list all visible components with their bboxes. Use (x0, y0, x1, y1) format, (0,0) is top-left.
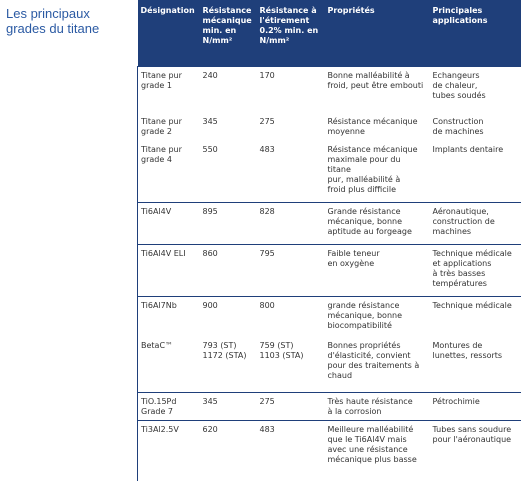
page-title (6, 6, 126, 36)
cell-text: 900 (202, 301, 218, 310)
cell-proprietes (325, 245, 430, 297)
cell-text: froid plus difficile (327, 184, 397, 194)
cell-text: 1103 (STA) (259, 350, 304, 360)
cell-text: Technique médicale (432, 249, 512, 258)
cell-text: de chaleur, (432, 81, 478, 90)
cell-text: Aéronautique, (432, 207, 489, 216)
cell-applications (430, 113, 522, 141)
cell-text: chaud (327, 370, 353, 380)
cell-resistance (200, 297, 257, 337)
cell-applications (430, 67, 522, 113)
cell-text: grade 4 (141, 154, 172, 164)
cell-text: 620 (202, 425, 218, 434)
header-designation (138, 0, 200, 67)
cell-applications (430, 245, 522, 297)
cell-text: Bonne malléabilité à (327, 71, 410, 80)
cell-text: Résistance mécanique (327, 144, 418, 154)
cell-designation (138, 203, 200, 245)
header-text: N/mm² (202, 36, 233, 45)
cell-proprietes (325, 67, 430, 113)
cell-applications (430, 141, 522, 203)
cell-proprietes (325, 393, 430, 421)
cell-resistance (200, 203, 257, 245)
cell-text: 240 (202, 71, 218, 80)
cell-text: à très basses (432, 269, 486, 278)
cell-designation (138, 337, 200, 393)
cell-text: 345 (202, 397, 218, 406)
table-row (138, 245, 522, 297)
cell-etirement (257, 297, 325, 337)
cell-text: lunettes, ressorts (432, 350, 503, 360)
cell-proprietes (325, 113, 430, 141)
cell-text: Résistance mécanique (327, 116, 418, 126)
table-row (138, 421, 522, 481)
cell-text: Montures de (432, 340, 483, 350)
cell-etirement (257, 141, 325, 203)
cell-text: 895 (202, 207, 218, 216)
cell-designation (138, 245, 200, 297)
cell-text: et applications (432, 259, 492, 268)
cell-applications (430, 297, 522, 337)
title-line: grades du titane (6, 21, 100, 36)
cell-text: Tubes sans soudure (432, 425, 512, 434)
table-row (138, 337, 522, 393)
cell-text: 828 (259, 207, 275, 216)
cell-applications (430, 203, 522, 245)
header-text: Résistance à (259, 6, 317, 15)
cell-designation (138, 393, 200, 421)
cell-text: Très haute résistance (327, 397, 413, 406)
header-text: l'étirement (259, 16, 310, 25)
cell-designation (138, 421, 200, 481)
cell-resistance (200, 141, 257, 203)
cell-text: 860 (202, 249, 218, 258)
titanium-grades-table-container (137, 0, 521, 489)
cell-text: pour des traitements à (327, 360, 420, 370)
cell-text: avec une résistance (327, 445, 408, 454)
cell-resistance (200, 245, 257, 297)
cell-text: 170 (259, 71, 275, 80)
table-row (138, 393, 522, 421)
cell-proprietes (325, 203, 430, 245)
cell-text: 1172 (STA) (202, 350, 247, 360)
title-line: Les principaux (6, 6, 90, 21)
cell-text: TiO.15Pd (141, 397, 177, 406)
cell-text: Grade 7 (141, 407, 174, 416)
cell-proprietes (325, 337, 430, 393)
cell-text: Grande résistance (327, 207, 401, 216)
cell-text: mécanique, bonne (327, 311, 402, 320)
cell-resistance (200, 393, 257, 421)
cell-text: mécanique plus basse (327, 455, 417, 464)
header-text: applications (432, 16, 488, 25)
cell-text: en oxygène (327, 259, 375, 268)
table-row (138, 203, 522, 245)
cell-text: 275 (259, 397, 275, 406)
cell-text: construction de (432, 217, 495, 226)
cell-text: mécanique, bonne (327, 217, 402, 226)
cell-applications (430, 337, 522, 393)
cell-text: 275 (259, 116, 275, 126)
cell-text: grade 2 (141, 126, 172, 136)
cell-text: machines (432, 227, 472, 236)
header-text: mécanique (202, 16, 252, 25)
cell-text: Ti6Al4V ELI (141, 249, 186, 258)
cell-text: que le Ti6Al4V mais (327, 435, 407, 444)
cell-text: tubes soudés (432, 91, 486, 100)
table-row (138, 67, 522, 113)
cell-text: 550 (202, 144, 218, 154)
cell-text: 483 (259, 425, 275, 434)
cell-text: de machines (432, 126, 484, 136)
cell-resistance (200, 337, 257, 393)
cell-text: températures (432, 279, 487, 288)
cell-designation (138, 67, 200, 113)
cell-text: Technique médicale (432, 301, 512, 310)
cell-text: froid, peut être embouti (327, 81, 424, 90)
cell-resistance (200, 421, 257, 481)
cell-etirement (257, 337, 325, 393)
header-etirement (257, 0, 325, 67)
cell-etirement (257, 245, 325, 297)
cell-text: Bonnes propriétés (327, 340, 401, 350)
cell-applications (430, 421, 522, 481)
cell-text: Titane pur (141, 116, 182, 126)
cell-text: Titane pur (141, 144, 182, 154)
header-text: N/mm² (259, 36, 290, 45)
cell-etirement (257, 203, 325, 245)
cell-text: à la corrosion (327, 407, 382, 416)
cell-designation (138, 297, 200, 337)
cell-text: BetaC™ (141, 340, 174, 350)
cell-text: biocompatibilité (327, 321, 392, 330)
cell-text: moyenne (327, 126, 365, 136)
titanium-grades-table (137, 0, 521, 481)
cell-text: 483 (259, 144, 275, 154)
cell-text: Ti6Al7Nb (141, 301, 177, 310)
header-text: Principales (432, 6, 483, 15)
cell-text: 800 (259, 301, 275, 310)
header-applications (430, 0, 522, 67)
cell-text: maximale pour du (327, 154, 401, 164)
header-resistance (200, 0, 257, 67)
table-header-row (138, 0, 522, 67)
cell-text: aptitude au forgeage (327, 227, 412, 236)
cell-etirement (257, 393, 325, 421)
header-text: Désignation (140, 6, 195, 15)
table-row (138, 141, 522, 203)
cell-text: Titane pur (141, 71, 182, 80)
cell-text: 759 (ST) (259, 340, 294, 350)
cell-text: pur, malléabilité à (327, 174, 401, 184)
table-body (138, 67, 522, 481)
cell-text: Faible teneur (327, 249, 380, 258)
cell-text: Implants dentaire (432, 144, 504, 154)
cell-text: Echangeurs (432, 71, 480, 80)
cell-etirement (257, 67, 325, 113)
cell-etirement (257, 113, 325, 141)
cell-text: Ti3Al2.5V (141, 425, 179, 434)
cell-proprietes (325, 141, 430, 203)
cell-proprietes (325, 421, 430, 481)
cell-text: Ti6Al4V (141, 207, 172, 216)
cell-applications (430, 393, 522, 421)
cell-text: pour l'aéronautique (432, 435, 512, 444)
cell-resistance (200, 113, 257, 141)
cell-designation (138, 141, 200, 203)
cell-text: grande résistance (327, 301, 400, 310)
cell-text: Pétrochimie (432, 397, 480, 406)
header-proprietes (325, 0, 430, 67)
cell-proprietes (325, 297, 430, 337)
cell-text: 345 (202, 116, 218, 126)
cell-text: Meilleure malléabilité (327, 425, 414, 434)
cell-text: 793 (ST) (202, 340, 237, 350)
header-text: min. en (202, 26, 237, 35)
cell-text: titane (327, 164, 351, 174)
table-row (138, 297, 522, 337)
cell-designation (138, 113, 200, 141)
cell-text: 795 (259, 249, 275, 258)
cell-text: d'élasticité, convient (327, 350, 411, 360)
header-text: Résistance (202, 6, 252, 15)
cell-text: grade 1 (141, 81, 172, 90)
cell-etirement (257, 421, 325, 481)
header-text: Propriétés (327, 6, 375, 15)
cell-resistance (200, 67, 257, 113)
cell-text: Construction (432, 116, 484, 126)
table-row (138, 113, 522, 141)
header-text: 0.2% min. en (259, 26, 319, 35)
